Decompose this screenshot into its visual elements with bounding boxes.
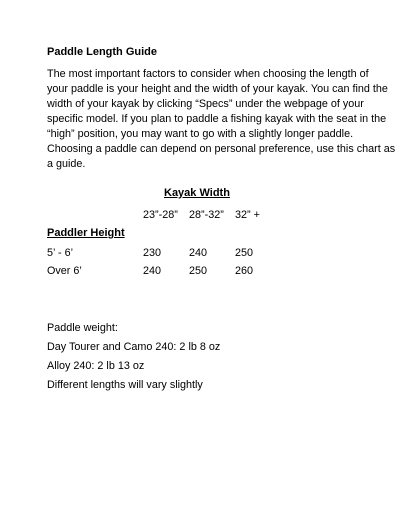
column-header: 23”-28”	[143, 209, 178, 221]
column-header: 32” +	[235, 209, 260, 221]
table-cell: 260	[235, 265, 254, 277]
row-label: 5’ - 6’	[47, 247, 74, 259]
weight-line: Alloy 240: 2 lb 13 oz	[47, 360, 145, 372]
document-title: Paddle Length Guide	[47, 46, 158, 58]
intro-paragraph	[47, 67, 396, 172]
kayak-width-heading: Kayak Width	[164, 187, 230, 199]
intro-line: “high” position, you may want to go with a slightly longer paddle.	[47, 128, 354, 140]
table-cell: 250	[235, 247, 254, 259]
column-header: 28”-32”	[189, 209, 224, 221]
intro-line: your paddle is your height and the width of your kayak. You can find the	[47, 83, 388, 95]
row-label: Over 6’	[47, 265, 82, 277]
intro-line: width of your kayak by clicking “Specs” under the webpage of your	[47, 98, 364, 110]
paddler-height-heading: Paddler Height	[47, 227, 125, 239]
table-cell: 240	[143, 265, 162, 277]
intro-line: specific model. If you plan to paddle a fishing kayak with the seat in the	[47, 113, 387, 125]
table-cell: 240	[189, 247, 208, 259]
table-cell: 250	[189, 265, 208, 277]
intro-line: a guide.	[47, 158, 86, 170]
intro-line: Choosing a paddle can depend on personal preference, use this chart as	[47, 143, 396, 155]
intro-line: The most important factors to consider when choosing the length of	[47, 68, 369, 80]
weight-note: Different lengths will vary slightly	[47, 379, 203, 391]
weight-line: Day Tourer and Camo 240: 2 lb 8 oz	[47, 341, 221, 353]
paddle-weight-label: Paddle weight:	[47, 322, 118, 334]
table-cell: 230	[143, 247, 162, 259]
